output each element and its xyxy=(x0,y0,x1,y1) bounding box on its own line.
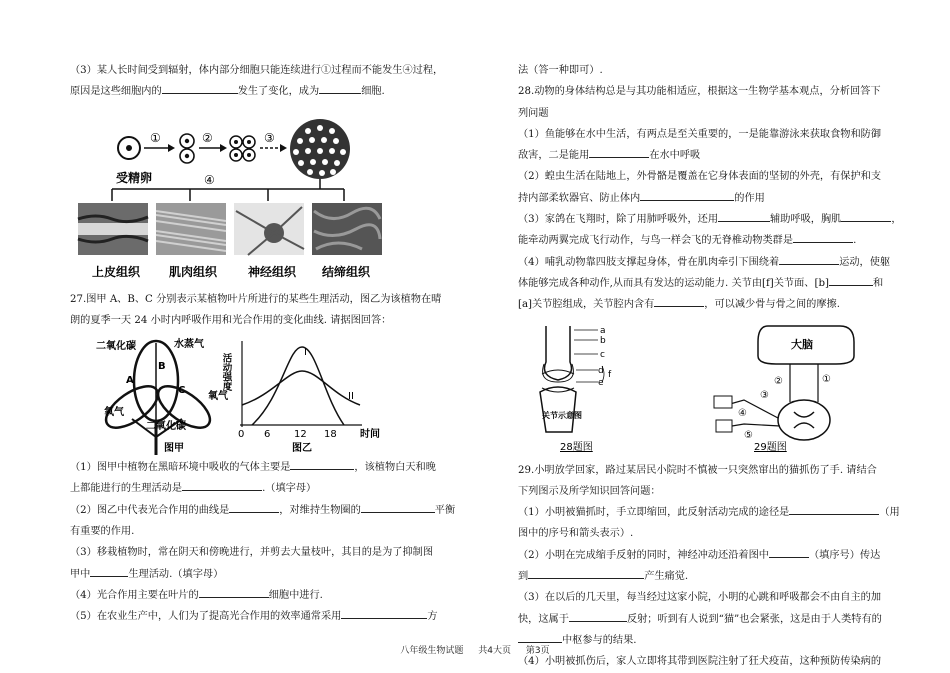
leaf-caption: 图甲 xyxy=(164,443,184,455)
text-line: 有重要的作用. xyxy=(70,526,135,538)
text-line: [a]关节腔组成，关节腔内含有 ，可以减少骨与骨之间的摩擦. xyxy=(518,294,908,315)
left-column xyxy=(70,60,460,628)
step-4-label: ④ xyxy=(204,172,215,187)
answer-blank[interactable] xyxy=(199,585,269,598)
tick-label: 6 xyxy=(264,429,271,441)
answer-blank[interactable] xyxy=(640,188,734,201)
answer-blank[interactable] xyxy=(793,230,853,243)
page-footer xyxy=(0,643,950,656)
curve-ylabel: 活动强度 xyxy=(220,353,232,392)
answer-blank[interactable] xyxy=(361,500,435,513)
answer-blank[interactable] xyxy=(528,566,644,579)
answer-blank[interactable] xyxy=(229,500,279,513)
text-line: 体能够完成各种动作,从而具有发达的运动能力. 关节由[f]关节面、[b] 和 xyxy=(518,273,908,294)
reflex-caption: 29题图 xyxy=(754,441,787,453)
answer-blank[interactable] xyxy=(518,630,562,643)
step-3-label: ③ xyxy=(264,130,275,145)
text-line: 能牵动两翼完成飞行动作，与鸟一样会飞的无脊椎动物类群是 . xyxy=(518,230,908,251)
leaf-diagram xyxy=(99,341,216,455)
text-line: （3）在以后的几天里，每当经过这家小院，小明的心跳和呼吸都会不由自主的加 xyxy=(518,592,882,604)
co2-top-label: 二氧化碳 xyxy=(96,341,136,353)
tissue-label-muscle: 肌肉组织 xyxy=(169,264,218,279)
joint-caption: 28题图 xyxy=(560,441,593,453)
o2-left-label: 氧气 xyxy=(104,407,124,419)
text-line: 下列图示及所学知识回答问题： xyxy=(518,485,661,497)
answer-blank[interactable] xyxy=(589,145,649,158)
text-line: 图中的序号和箭头表示）. xyxy=(518,528,634,540)
tick-label: 12 xyxy=(294,429,307,441)
pathway-label-2: ② xyxy=(774,375,783,387)
footer-total-pages: 共4大页 xyxy=(478,646,511,656)
brain-label: 大脑 xyxy=(791,337,813,351)
text-line: （3）某人长时间受到辐射，体内部分细胞只能连续进行①过程而不能发生④过程， xyxy=(70,65,444,76)
answer-blank[interactable] xyxy=(162,81,238,94)
reflex-arc-diagram xyxy=(714,326,854,440)
tick-label: 18 xyxy=(324,429,337,441)
text-line: 原因是这些细胞内的 发生了变化，成为 细胞. xyxy=(70,81,460,102)
text-line: （5）在农业生产中，人们为了提高光合作用的效率通常采用 方 xyxy=(70,606,460,627)
curve-xlabel: 时间 xyxy=(360,429,380,441)
answer-blank[interactable] xyxy=(769,545,809,558)
text-line: （4）小明被抓伤后，家人立即将其带到医院注射了狂犬疫苗，这种预防传染病的 xyxy=(518,656,882,668)
tissue-label-epithelial: 上皮组织 xyxy=(92,264,141,279)
joint-reflex-figure xyxy=(518,322,908,460)
epithelial-tissue-photo xyxy=(78,203,148,255)
answer-blank[interactable] xyxy=(90,564,128,577)
pathway-label-3: ③ xyxy=(760,389,769,401)
answer-blank[interactable] xyxy=(654,294,704,307)
text-line: 中枢参与的结果. xyxy=(518,630,908,651)
text-line: 列问题 xyxy=(518,107,549,119)
o2-right-label: 氧气 xyxy=(208,391,228,403)
activity-curve-chart xyxy=(240,341,362,427)
pathway-label-5: ⑤ xyxy=(744,429,753,441)
text-line: 敌害，二是能用 在水中呼吸 xyxy=(518,145,908,166)
text-line: （2）蝗虫生活在陆地上，外骨骼是覆盖在它身体表面的坚韧的外壳，有保护和支 xyxy=(518,171,882,183)
text-line: （4）哺乳动物靠四肢支撑起身体，骨在肌肉牵引下围绕着 运动，使躯 xyxy=(518,252,908,273)
text-line: 朗的夏季一天 24 小时内呼吸作用和光合作用的变化曲线. 请据图回答： xyxy=(70,314,392,326)
label-b: B xyxy=(158,361,166,373)
text-line: （1）小明被猫抓时，手立即缩回，此反射活动完成的途径是 （用 xyxy=(518,502,908,523)
pathway-label-1: ① xyxy=(822,373,831,385)
curve-caption: 图乙 xyxy=(292,443,312,455)
answer-blank[interactable] xyxy=(718,209,770,222)
answer-blank[interactable] xyxy=(319,81,361,94)
text-line: （2）图乙中代表光合作用的曲线是 ，对维持生物圈的 平衡 xyxy=(70,500,460,521)
text-line: （2）小明在完成缩手反射的同时，神经冲动还沿着图中 （填序号）传达 xyxy=(518,545,908,566)
step-2-label: ② xyxy=(202,130,213,145)
answer-blank[interactable] xyxy=(841,209,891,222)
label-c: C xyxy=(178,385,186,397)
answer-blank[interactable] xyxy=(569,609,627,622)
label-a: A xyxy=(126,375,134,387)
joint-label-c: c xyxy=(600,349,605,360)
text-line: （4）光合作用主要在叶片的 细胞中进行. xyxy=(70,585,460,606)
tick-label: 0 xyxy=(238,429,245,441)
joint-label-d: d xyxy=(598,365,604,376)
joint-inner-caption: 关节示意图 xyxy=(542,410,582,420)
joint-label-f: f xyxy=(608,369,612,380)
text-line: （3）家鸽在飞翔时，除了用肺呼吸外，还用 辅助呼吸，胸肌 ， xyxy=(518,209,908,230)
answer-blank[interactable] xyxy=(789,502,879,515)
text-line: 28.动物的身体结构总是与其功能相适应，根据这一生物学基本观点，分析回答下 xyxy=(518,86,881,98)
answer-blank[interactable] xyxy=(779,252,839,265)
cell-division-figure xyxy=(72,115,402,283)
footer-page-number: 第3页 xyxy=(525,646,550,656)
text-line: 甲中 生理活动.（填字母） xyxy=(70,564,460,585)
curve-1-label: I xyxy=(304,347,307,359)
joint-reflex-svg xyxy=(518,322,908,460)
photosynthesis-svg xyxy=(92,337,422,455)
text-line: （1）鱼能够在水中生活，有两点是至关重要的，一是能靠游泳来获取食物和防御 xyxy=(518,128,882,140)
co2-bottom-label: 二氧化碳 xyxy=(146,421,186,433)
curve-2-label: II xyxy=(348,391,354,403)
cell-division-svg xyxy=(72,115,402,283)
answer-blank[interactable] xyxy=(290,457,354,470)
connective-tissue-photo xyxy=(312,203,382,255)
tissue-label-connective: 结缔组织 xyxy=(322,264,371,279)
muscle-tissue-photo xyxy=(156,203,226,255)
fertilized-egg-label: 受精卵 xyxy=(116,170,153,185)
answer-blank[interactable] xyxy=(829,273,873,286)
text-line: 持内部柔软器官、防止体内 的作用 xyxy=(518,188,908,209)
step-1-label: ① xyxy=(150,130,161,145)
nerve-tissue-photo xyxy=(234,203,304,255)
joint-label-a: a xyxy=(600,325,606,336)
answer-blank[interactable] xyxy=(341,606,427,619)
photosynthesis-figure xyxy=(92,337,422,455)
answer-blank[interactable] xyxy=(182,478,262,491)
joint-label-b: b xyxy=(600,335,606,346)
joint-label-e: e xyxy=(598,377,604,388)
text-line: 到 产生痛觉. xyxy=(518,566,908,587)
right-column xyxy=(518,60,908,673)
tissue-label-nerve: 神经组织 xyxy=(248,264,297,279)
text-line: 快，这属于 反射；听到有人说到“猫”也会紧张，这是由于人类特有的 xyxy=(518,609,908,630)
water-vapor-label: 水蒸气 xyxy=(174,339,204,351)
footer-exam-title: 八年级生物试题 xyxy=(400,646,464,656)
pathway-label-4: ④ xyxy=(738,407,747,419)
text-line: 27.图甲 A、B、C 分别表示某植物叶片所进行的某些生理活动，图乙为该植物在晴 xyxy=(70,293,442,305)
text-line: 上都能进行的生理活动是 .（填字母） xyxy=(70,478,460,499)
text-line: （3）移栽植物时，常在阴天和傍晚进行，并剪去大量枝叶，其目的是为了抑制图 xyxy=(70,547,434,559)
text-line: （1）图甲中植物在黑暗环境中吸收的气体主要是 ，该植物白天和晚 xyxy=(70,457,460,478)
text-line: 29.小明放学回家，路过某居民小院时不慎被一只突然窜出的猫抓伤了手. 请结合 xyxy=(518,464,877,476)
text-line: 法（答一种即可）. xyxy=(518,65,603,76)
